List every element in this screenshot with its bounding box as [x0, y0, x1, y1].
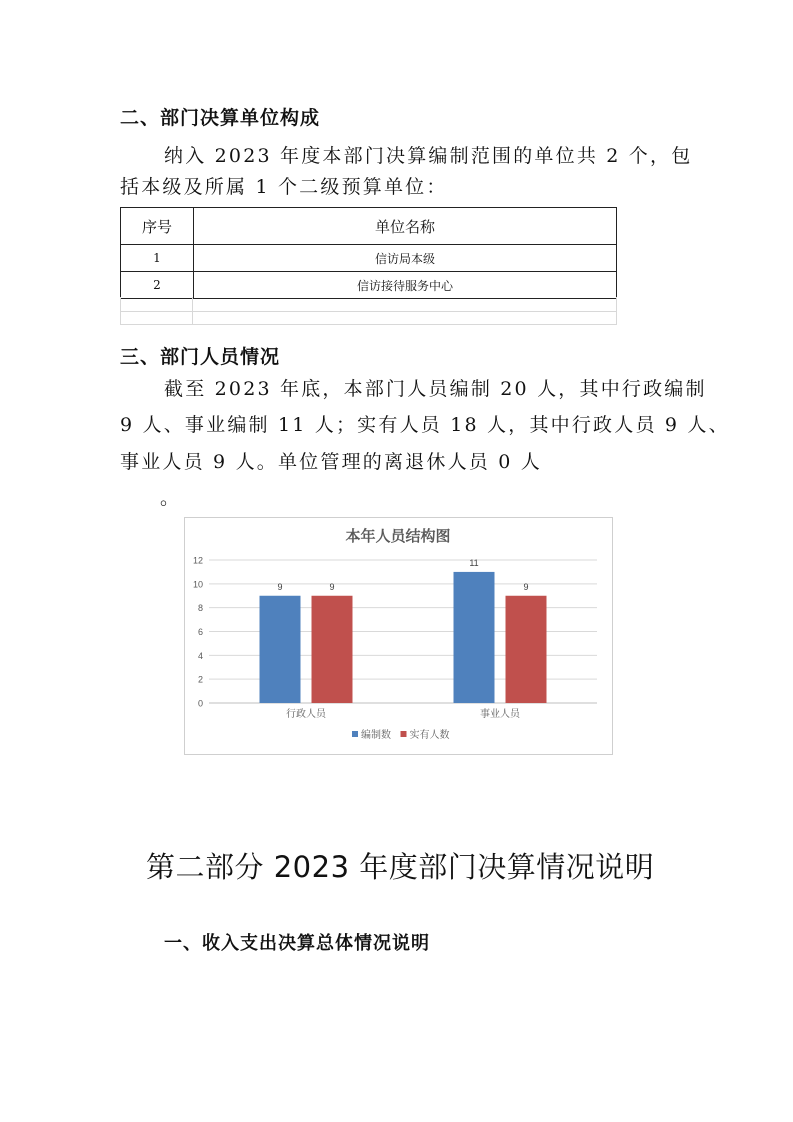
table-row [121, 245, 617, 272]
data-label: 9 [329, 581, 335, 592]
section3-heading: 三、部门人员情况 [120, 346, 281, 368]
bar-actual-0 [312, 596, 353, 703]
bar-authorized-1 [454, 572, 495, 703]
header-index: 序号 [121, 208, 194, 245]
section3-paragraph-line3: 事业人员 9 人。单位管理的离退休人员 0 人 [120, 451, 542, 473]
y-tick-label: 2 [197, 674, 203, 685]
part2-sub-heading: 一、收入支出决算总体情况说明 [164, 933, 430, 954]
bar-authorized-0 [260, 596, 301, 703]
header-unit-name: 单位名称 [194, 208, 617, 245]
legend-label: 编制数 [361, 730, 391, 741]
staff-structure-chart [184, 517, 613, 755]
y-tick-label: 12 [192, 555, 203, 566]
cell-index: 2 [121, 272, 194, 299]
section2-paragraph-line1: 纳入 2023 年度本部门决算编制范围的单位共 2 个，包 [164, 145, 693, 167]
data-label: 11 [469, 557, 479, 568]
y-tick-label: 6 [197, 627, 203, 637]
chart-legend [352, 728, 450, 741]
chart-svg [185, 518, 612, 754]
x-tick-label: 事业人员 [480, 709, 520, 720]
data-label: 9 [277, 581, 283, 592]
cell-unit-name: 信访接待服务中心 [194, 272, 617, 299]
chart-x-ticks [286, 707, 521, 720]
chart-y-ticks [193, 556, 203, 709]
y-tick-label: 10 [192, 579, 203, 590]
legend-swatch [352, 731, 358, 737]
legend-swatch [401, 731, 407, 737]
units-table [120, 207, 617, 299]
units-table-header [121, 208, 617, 245]
data-label: 9 [523, 581, 529, 592]
bar-actual-1 [506, 596, 547, 703]
table-row [121, 272, 617, 299]
cell-unit-name: 信访局本级 [194, 245, 617, 272]
section2-paragraph-line2: 括本级及所属 1 个二级预算单位： [120, 176, 448, 198]
section3-paragraph-line1: 截至 2023 年底，本部门人员编制 20 人，其中行政编制 [164, 378, 707, 400]
y-tick-label: 0 [197, 698, 203, 709]
chart-bars [260, 572, 547, 703]
chart-title: 本年人员结构图 [345, 528, 451, 545]
cell-index: 1 [121, 245, 194, 272]
y-tick-label: 4 [197, 650, 203, 661]
section2-heading: 二、部门决算单位构成 [120, 107, 321, 129]
section3-paragraph-line4: 。 [160, 487, 182, 509]
part2-title: 第二部分 2023 年度部门决算情况说明 [146, 850, 655, 884]
legend-label: 实有人数 [409, 730, 450, 741]
section3-paragraph-line2: 9 人、事业编制 11 人；实有人员 18 人，其中行政人员 9 人、 [120, 414, 730, 436]
table-empty-rows [120, 297, 617, 325]
x-tick-label: 行政人员 [286, 709, 326, 720]
y-tick-label: 8 [197, 603, 203, 614]
